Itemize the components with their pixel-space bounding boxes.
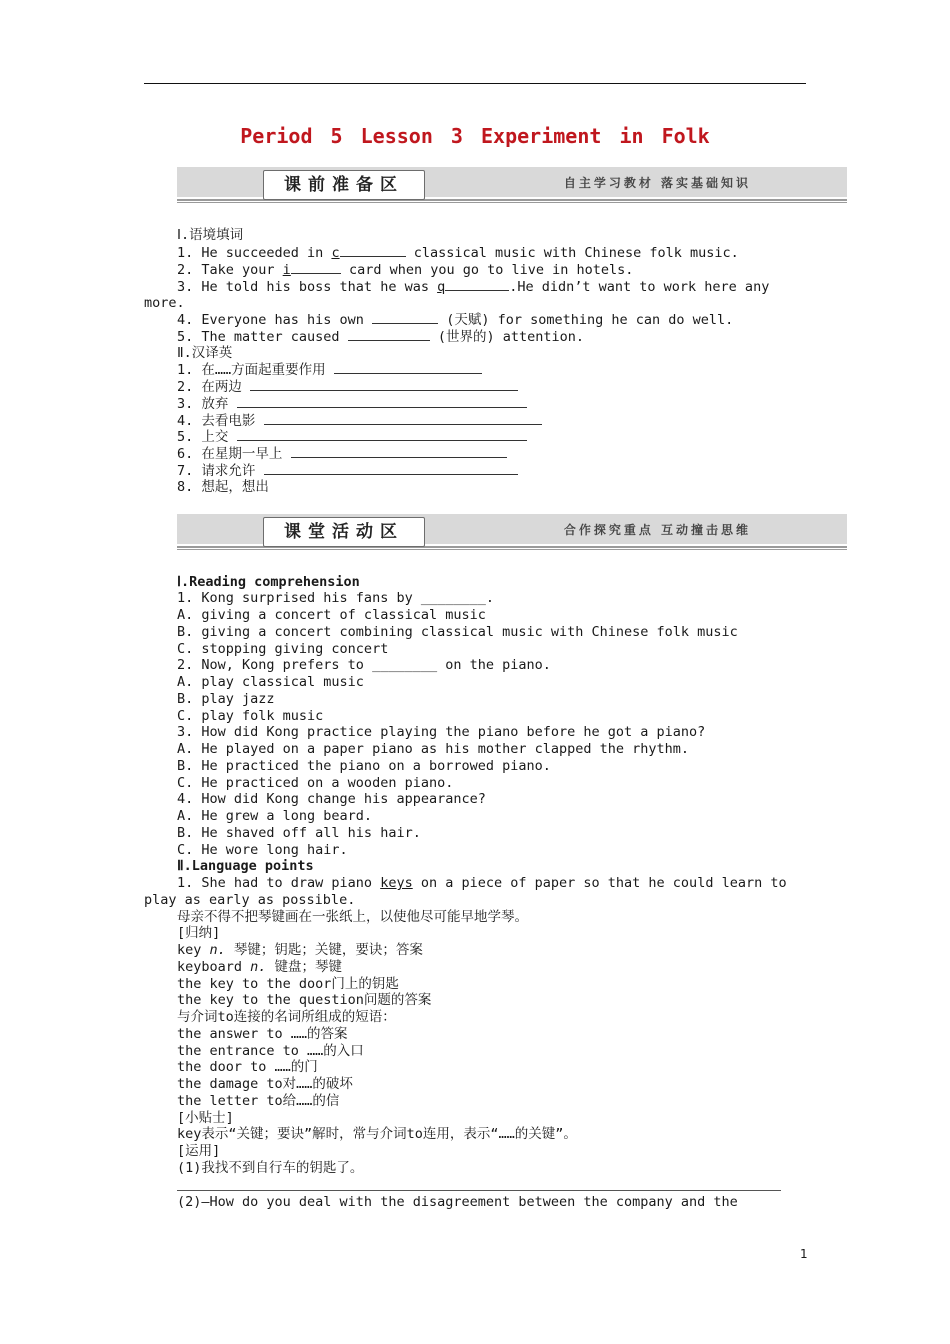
section-heading: Ⅱ.Language points (177, 858, 314, 874)
answer-option: C. He practiced on a wooden piano. (177, 775, 454, 791)
part-of-speech: n. (209, 942, 226, 958)
reading-question-3: 3. How did Kong practice playing the piano before he got a piano? (177, 724, 706, 740)
sentence-text: 1. She had to draw piano (177, 875, 381, 891)
item-text: 3. 放弃 (177, 396, 237, 412)
vocab-word: key (177, 942, 210, 958)
answer-option: B. play jazz (177, 691, 275, 707)
header-rule (144, 83, 806, 84)
question-text: classical music with Chinese folk music. (405, 245, 739, 261)
answer-option: B. He practiced the piano on a borrowed piano. (177, 758, 551, 774)
answer-option: A. giving a concert of classical music (177, 607, 486, 623)
answer-option: A. play classical music (177, 674, 364, 690)
banner-underline-thin (177, 549, 847, 550)
example-phrase: the entrance to ……的入口 (177, 1043, 364, 1059)
fill-question-3-cont: more. (144, 295, 185, 311)
banner-tab-label: 课堂活动区 (263, 517, 425, 547)
translate-item-1 (177, 361, 482, 378)
section-banner-preclass (177, 167, 847, 205)
banner-slogan: 合作探究重点 互动撞击思维 (563, 523, 751, 537)
fill-question-3 (177, 278, 769, 295)
page-number: 1 (800, 1247, 808, 1261)
answer-option: C. play folk music (177, 708, 324, 724)
note-label: [归纳] (177, 925, 221, 941)
answer-blank (237, 395, 527, 408)
language-point-1-cont: play as early as possible. (144, 892, 356, 908)
vocab-word: keyboard (177, 959, 251, 975)
fill-question-4 (177, 311, 733, 328)
vocab-definition: 键盘；琴键 (266, 959, 343, 975)
answer-option: C. stopping giving concert (177, 641, 389, 657)
answer-option: C. He wore long hair. (177, 842, 348, 858)
translate-item-4 (177, 412, 542, 429)
answer-line (177, 1190, 781, 1191)
fill-question-2 (177, 261, 633, 278)
question-text: .He didn’t want to work here any (509, 279, 770, 295)
note-label: [小贴士] (177, 1110, 234, 1126)
answer-option: A. He played on a paper piano as his mother clapped the rhythm. (177, 741, 690, 757)
question-text: 4. Everyone has his own (177, 312, 373, 328)
banner-slogan: 自主学习教材 落实基础知识 (563, 176, 751, 190)
vocab-entry-keyboard (177, 959, 342, 975)
example-phrase: the key to the question问题的答案 (177, 992, 432, 1008)
example-phrase: 与介词to连接的名词所组成的短语： (177, 1009, 396, 1025)
question-text: 3. He told his boss that he was (177, 279, 438, 295)
exercise-item: (1)我找不到自行车的钥匙了。 (177, 1160, 364, 1176)
reading-question-4: 4. How did Kong change his appearance? (177, 791, 486, 807)
fill-question-1 (177, 244, 739, 261)
translate-item-7 (177, 462, 518, 479)
note-label: [运用] (177, 1143, 221, 1159)
item-text: 7. 请求允许 (177, 463, 264, 479)
translate-item-8: 8. 想起，想出 (177, 479, 269, 495)
answer-blank (291, 261, 341, 274)
item-text: 2. 在两边 (177, 379, 251, 395)
section-heading: Ⅱ.汉译英 (177, 345, 233, 361)
hint-letter: i (282, 262, 291, 278)
translate-item-3 (177, 395, 527, 412)
answer-blank (348, 328, 430, 341)
example-phrase: the damage to对……的破坏 (177, 1076, 353, 1092)
banner-tab-label: 课前准备区 (263, 170, 425, 200)
banner-underline-thin (177, 202, 847, 203)
question-text: (世界的) attention. (429, 329, 584, 345)
item-text: 1. 在……方面起重要作用 (177, 362, 334, 378)
answer-option: B. He shaved off all his hair. (177, 825, 421, 841)
answer-blank (445, 278, 509, 291)
question-text: 2. Take your (177, 262, 283, 278)
language-point-1 (177, 875, 787, 891)
translation-text: 母亲不得不把琴键画在一张纸上，以使他尽可能早地学琴。 (177, 909, 528, 925)
page-title: Period 5 Lesson 3 Experiment in Folk (240, 124, 710, 148)
translate-item-5 (177, 428, 527, 445)
item-text: 4. 去看电影 (177, 413, 264, 429)
vocab-entry-key (177, 942, 423, 958)
vocab-definition: 琴键；钥匙；关键，要诀；答案 (225, 942, 423, 958)
question-text: 5. The matter caused (177, 329, 348, 345)
reading-question-1: 1. Kong surprised his fans by ________. (177, 590, 494, 606)
answer-blank (334, 361, 482, 374)
section-heading: Ⅰ.语境填词 (177, 227, 244, 243)
answer-blank (372, 311, 438, 324)
item-text: 5. 上交 (177, 429, 237, 445)
fill-question-5 (177, 328, 584, 345)
example-phrase: the key to the door门上的钥匙 (177, 976, 399, 992)
hint-letter: c (331, 245, 340, 261)
answer-blank (237, 428, 527, 441)
answer-option: B. giving a concert combining classical music with Chinese folk music (177, 624, 738, 640)
example-phrase: the answer to ……的答案 (177, 1026, 348, 1042)
answer-option: A. He grew a long beard. (177, 808, 373, 824)
section-banner-inclass (177, 514, 847, 552)
hint-letter: q (437, 279, 446, 295)
exercise-item: (2)—How do you deal with the disagreement between the company and the (177, 1194, 738, 1210)
answer-blank (340, 244, 406, 257)
question-text: card when you go to live in hotels. (340, 262, 634, 278)
translate-item-2 (177, 378, 518, 395)
answer-blank (264, 462, 518, 475)
example-phrase: the letter to给……的信 (177, 1093, 340, 1109)
example-phrase: the door to ……的门 (177, 1059, 318, 1075)
answer-blank (264, 412, 542, 425)
translate-item-6 (177, 445, 507, 462)
tip-text: key表示“关键；要诀”解时，常与介词to连用，表示“……的关键”。 (177, 1126, 577, 1142)
reading-question-2: 2. Now, Kong prefers to ________ on the piano. (177, 657, 551, 673)
key-word: keys (380, 875, 413, 891)
part-of-speech: n. (250, 959, 267, 975)
answer-blank (250, 378, 518, 391)
item-text: 6. 在星期一早上 (177, 446, 291, 462)
sentence-text: on a piece of paper so that he could learn to (412, 875, 787, 891)
question-text: 1. He succeeded in (177, 245, 332, 261)
question-text: (天赋) for something he can do well. (438, 312, 734, 328)
section-heading: Ⅰ.Reading comprehension (177, 574, 360, 590)
answer-blank (291, 445, 507, 458)
